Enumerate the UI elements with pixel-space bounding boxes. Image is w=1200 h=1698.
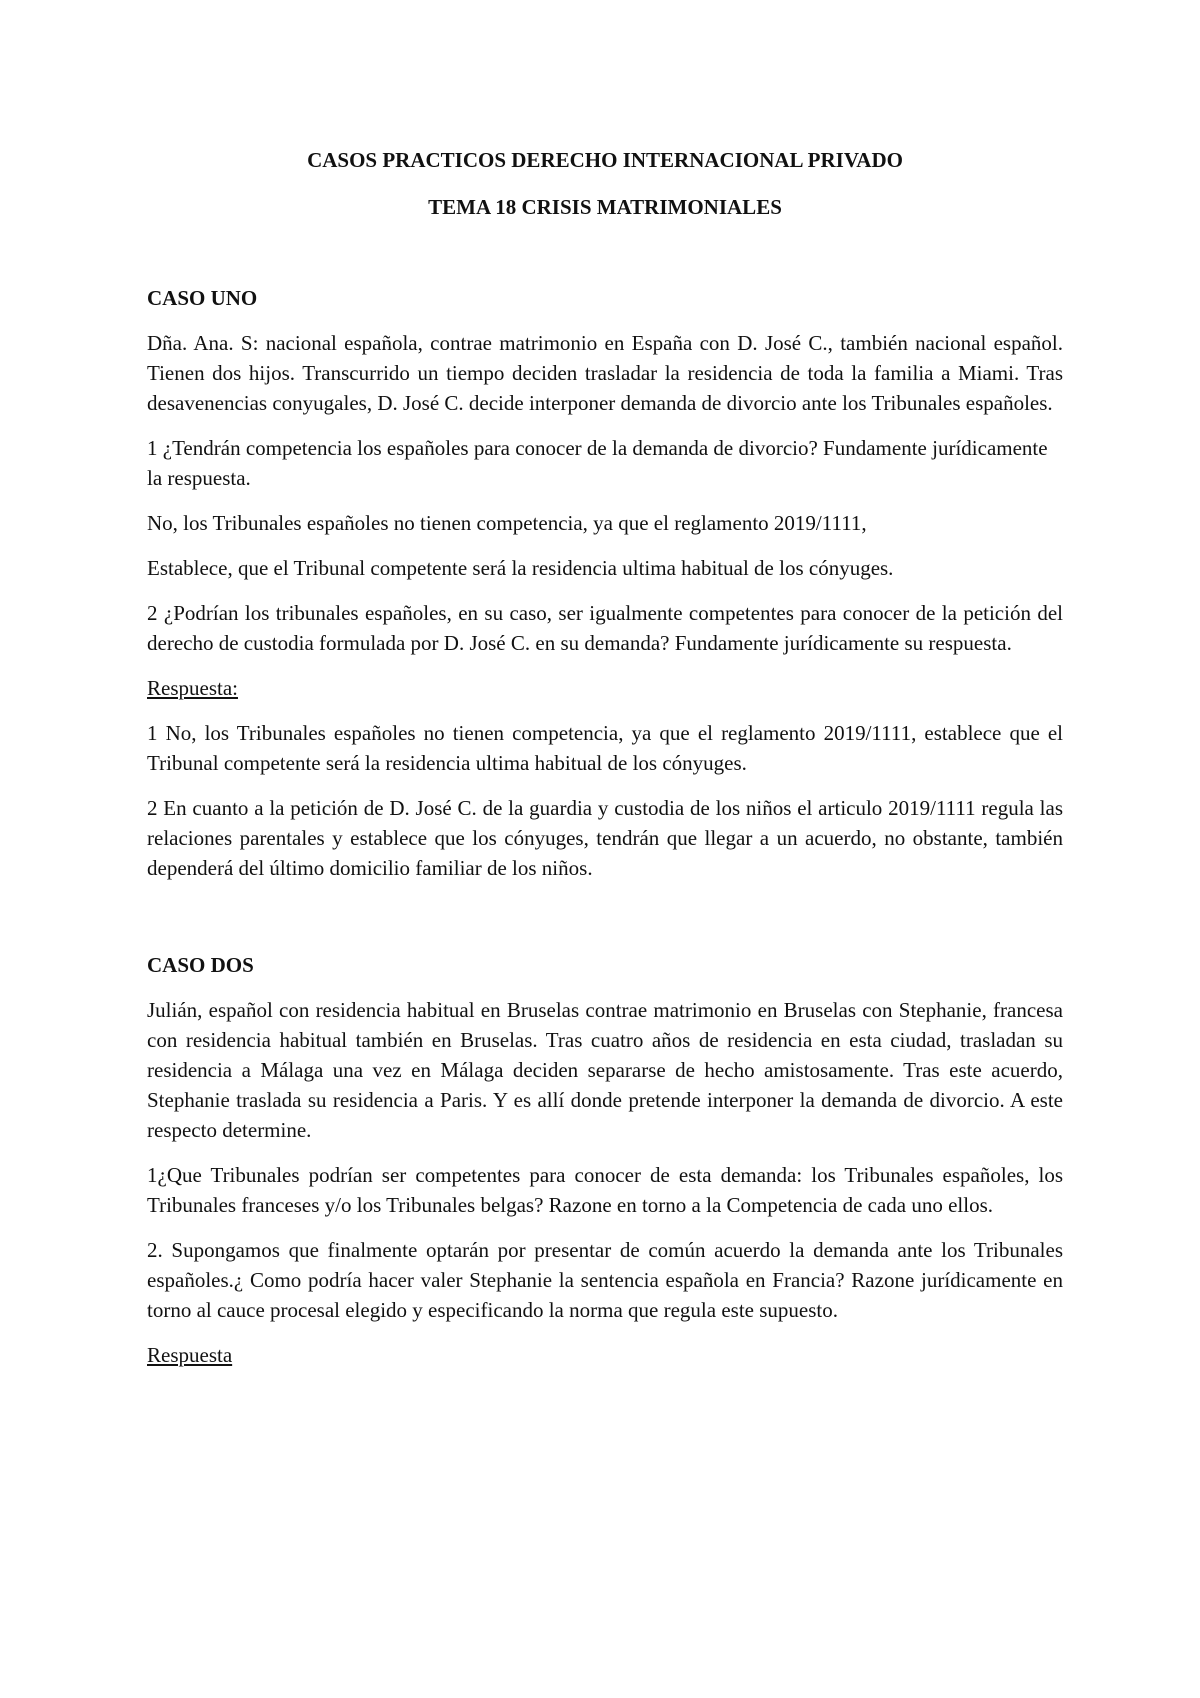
- case-one-answer-1-line-2: Establece, que el Tribunal competente será la residencia ultima habitual de los cónyuges.: [147, 556, 894, 580]
- case-two-heading: CASO DOS: [147, 953, 254, 977]
- case-one-response-2: 2 En cuanto a la petición de D. José C. de la guardia y custodia de los niños el articulo 2019/1111 regula las relaciones parentales y establece que los cónyuges, tendrán que llegar a un acuerdo, no obstante, también dependerá del último domicilio familiar de los niños.: [147, 796, 1063, 880]
- case-two-respuesta-label: Respuesta: [147, 1343, 233, 1367]
- document-title: CASOS PRACTICOS DERECHO INTERNACIONAL PRIVADO: [307, 148, 903, 172]
- case-one-section: [147, 283, 1063, 883]
- section-spacer: [147, 898, 1063, 950]
- case-one-question-2: 2 ¿Podrían los tribunales españoles, en su caso, ser igualmente competentes para conocer de la petición del derecho de custodia formulada por D. José C. en su demanda? Fundamente jurídicamente su respuesta.: [147, 601, 1063, 655]
- case-one-response-1: 1 No, los Tribunales españoles no tienen competencia, ya que el reglamento 2019/1111, establece que el Tribunal competente será la residencia ultima habitual de los cónyuges.: [147, 721, 1063, 775]
- case-two-statement: Julián, español con residencia habitual en Bruselas contrae matrimonio en Bruselas con Stephanie, francesa con residencia habitual también en Bruselas. Tras cuatro años de residencia en esta ciudad, trasladan su residencia a Málaga una vez en Málaga deciden separarse de hecho amistosamente. Tras este acuerdo, Stephanie traslada su residencia a Paris. Y es allí donde pretende interponer la demanda de divorcio. A este respecto determine.: [147, 998, 1063, 1142]
- case-one-heading: CASO UNO: [147, 286, 258, 310]
- case-one-statement: Dña. Ana. S: nacional española, contrae matrimonio en España con D. José C., también nacional español. Tienen dos hijos. Transcurrido un tiempo deciden trasladar la residencia de toda la familia a Miami. Tras desavenencias conyugales, D. José C. decide interponer demanda de divorcio ante los Tribunales españoles.: [147, 331, 1063, 415]
- case-two-question-2: 2. Supongamos que finalmente optarán por presentar de común acuerdo la demanda ante los Tribunales españoles.¿ Como podría hacer valer Stephanie la sentencia española en Francia? Razone jurídicamente en torno al cauce procesal elegido y especificando la norma que regula este supuesto.: [147, 1238, 1063, 1322]
- case-two-question-1: 1¿Que Tribunales podrían ser competentes para conocer de esta demanda: los Tribunales españoles, los Tribunales franceses y/o los Tribunales belgas? Razone en torno a la Competencia de cada uno ellos.: [147, 1163, 1063, 1217]
- document-subtitle: TEMA 18 CRISIS MATRIMONIALES: [428, 195, 782, 219]
- case-one-answer-1-line-1: No, los Tribunales españoles no tienen competencia, ya que el reglamento 2019/1111,: [147, 511, 867, 535]
- case-one-question-1: 1 ¿Tendrán competencia los españoles para conocer de la demanda de divorcio? Fundamente jurídicamente la respuesta.: [147, 436, 1048, 490]
- case-one-respuesta-label: Respuesta:: [147, 676, 238, 700]
- document-body: [147, 283, 1063, 1385]
- case-two-section: [147, 950, 1063, 1370]
